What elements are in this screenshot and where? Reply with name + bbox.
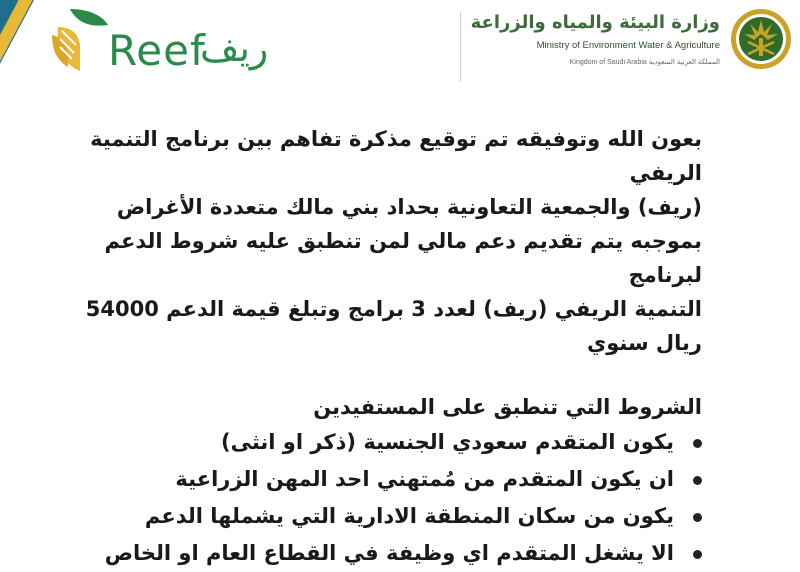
reef-wordmark-en: Reef (108, 26, 206, 75)
bullet-icon (693, 439, 702, 448)
conditions-title: الشروط التي تنطبق على المستفيدين (313, 395, 702, 419)
reef-logo (0, 0, 300, 95)
condition-item (42, 461, 702, 498)
ministry-name-en: Ministry of Environment Water & Agriculture (536, 40, 720, 51)
saudi-emblem-icon (730, 8, 792, 70)
conditions-list (42, 424, 702, 572)
bullet-icon (693, 513, 702, 522)
support-line-1: بموجبه يتم تقديم دعم مالي لمن تنطبق عليه شروط الدعم لبرنامج (104, 229, 702, 287)
header-divider (460, 12, 461, 82)
ministry-country-line: Kingdom of Saudi Arabia المملكة العربية السعودية (569, 59, 720, 66)
announcement-line-2: (ريف) والجمعية التعاونية بحداد بني مالك متعددة الأغراض (116, 195, 702, 219)
condition-item (42, 535, 702, 572)
ministry-name-ar: وزارة البيئة والمياه والزراعة (470, 12, 720, 33)
ministry-header (460, 0, 800, 95)
condition-text: يكون المتقدم سعودي الجنسية (ذكر او انثى) (221, 430, 674, 454)
condition-item (42, 498, 702, 535)
condition-text: يكون من سكان المنطقة الادارية التي يشملها الدعم (144, 504, 674, 528)
reef-wordmark-ar: ريف (200, 26, 269, 70)
announcement-line-1: بعون الله وتوفيقه تم توقيع مذكرة تفاهم بين برنامج التنمية الريفي (90, 127, 702, 185)
condition-item (42, 424, 702, 461)
reef-leaf-icon (48, 5, 112, 75)
announcement-body (42, 118, 702, 572)
bullet-icon (693, 550, 702, 559)
condition-text: ان يكون المتقدم من مُمتهني احد المهن الزراعية (175, 467, 674, 491)
condition-text: الا يشغل المتقدم اي وظيفة في القطاع العام او الخاص (104, 541, 674, 565)
support-line-2: التنمية الريفي (ريف) لعدد 3 برامج وتبلغ قيمة الدعم 54000 ريال سنوي (85, 297, 702, 355)
bullet-icon (693, 476, 702, 485)
